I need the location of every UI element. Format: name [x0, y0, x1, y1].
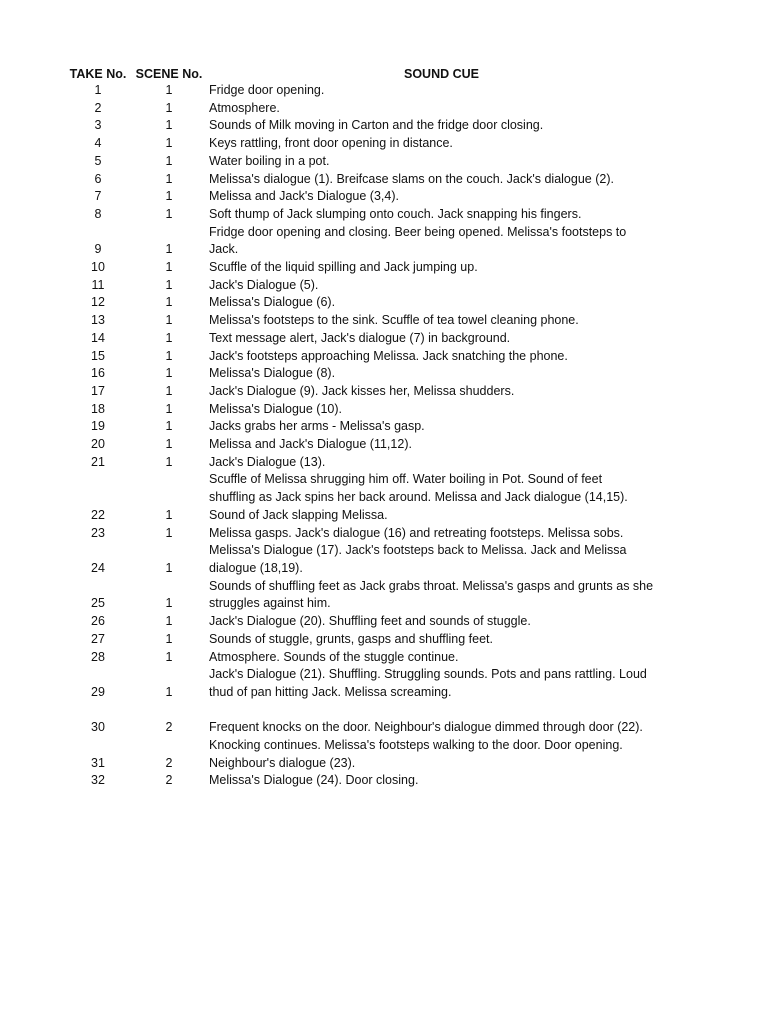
take-number — [62, 702, 134, 720]
sound-cue-table — [62, 66, 679, 790]
scene-number: 1 — [165, 277, 173, 292]
take-number: 7 — [94, 189, 102, 204]
table-row — [62, 525, 679, 543]
table-row — [62, 719, 679, 737]
table-row — [62, 206, 679, 224]
sound-cue-line: Jack's footsteps approaching Melissa. Jack snatching the phone. — [209, 348, 568, 363]
sound-cue-line: Melissa's Dialogue (24). Door closing. — [209, 773, 419, 788]
sound-cue-line: dialogue (18,19). — [209, 560, 303, 575]
take-number: 26 — [91, 614, 105, 629]
sound-cue-text — [204, 330, 679, 348]
sound-cue-text — [204, 312, 679, 330]
table-row — [62, 259, 679, 277]
scene-number: 1 — [165, 153, 173, 168]
sound-cue-line: Melissa's dialogue (1). Breifcase slams on the couch. Jack's dialogue (2). — [209, 171, 614, 186]
scene-number: 2 — [165, 755, 173, 770]
sound-cue-text — [204, 454, 679, 472]
take-number: 32 — [91, 773, 105, 788]
scene-number: 1 — [165, 507, 173, 522]
sound-cue-text — [204, 542, 679, 577]
take-column-header: TAKE No. — [69, 67, 127, 81]
table-row — [62, 330, 679, 348]
take-number: 15 — [91, 348, 105, 363]
sound-cue-line: Jacks grabs her arms - Melissa's gasp. — [209, 419, 425, 434]
sound-cue-text — [204, 206, 679, 224]
sound-cue-line: shuffling as Jack spins her back around. Melissa and Jack dialogue (14,15). — [209, 490, 628, 505]
sound-cue-text — [204, 613, 679, 631]
sound-cue-line: Jack's Dialogue (21). Shuffling. Struggling sounds. Pots and pans rattling. Loud — [209, 667, 647, 682]
take-number: 9 — [94, 242, 102, 257]
scene-number: 1 — [165, 614, 173, 629]
sound-cue-line: Water boiling in a pot. — [209, 153, 330, 168]
scene-number: 1 — [165, 330, 173, 345]
scene-number: 1 — [165, 684, 173, 699]
sound-cue-line: Sound of Jack slapping Melissa. — [209, 507, 388, 522]
sound-cue-text — [204, 719, 679, 737]
scene-number: 1 — [165, 189, 173, 204]
sound-cue-text — [204, 578, 679, 613]
take-number: 20 — [91, 437, 105, 452]
sound-cue-line: Atmosphere. Sounds of the stuggle continue. — [209, 649, 459, 664]
take-number: 17 — [91, 383, 105, 398]
sound-cue-line: Jack's Dialogue (9). Jack kisses her, Melissa shudders. — [209, 383, 515, 398]
take-number: 27 — [91, 631, 105, 646]
scene-number — [134, 702, 204, 720]
sound-cue-line: Neighbour's dialogue (23). — [209, 755, 356, 770]
sound-cue-line: Melissa's footsteps to the sink. Scuffle of tea towel cleaning phone. — [209, 313, 579, 328]
scene-number: 1 — [165, 419, 173, 434]
scene-number: 1 — [165, 295, 173, 310]
sound-cue-line: Fridge door opening. — [209, 83, 325, 97]
table-row — [62, 82, 679, 100]
sound-cue-line: Melissa gasps. Jack's dialogue (16) and retreating footsteps. Melissa sobs. — [209, 525, 624, 540]
take-number: 5 — [94, 153, 102, 168]
table-row — [62, 383, 679, 401]
sound-cue-text — [204, 100, 679, 118]
table-row — [62, 471, 679, 524]
take-number: 24 — [91, 560, 105, 575]
sound-cue-line: Melissa and Jack's Dialogue (3,4). — [209, 189, 399, 204]
table-row — [62, 348, 679, 366]
take-number: 4 — [94, 136, 102, 151]
scene-number: 1 — [165, 313, 173, 328]
sound-cue-text — [204, 365, 679, 383]
scene-number: 1 — [165, 454, 173, 469]
scene-number: 1 — [165, 136, 173, 151]
sound-cue-line: Text message alert, Jack's dialogue (7) in background. — [209, 330, 511, 345]
scene-number: 1 — [165, 596, 173, 611]
sound-cue-text — [204, 666, 679, 701]
sound-cue-line: Scuffle of the liquid spilling and Jack jumping up. — [209, 260, 478, 275]
scene-number: 1 — [165, 260, 173, 275]
scene-number: 1 — [165, 171, 173, 186]
table-row — [62, 436, 679, 454]
sound-cue-text — [204, 294, 679, 312]
scene-number: 1 — [165, 366, 173, 381]
take-number: 8 — [94, 206, 102, 221]
take-number: 30 — [91, 720, 105, 735]
scene-number: 1 — [165, 242, 173, 257]
sound-cue-line: struggles against him. — [209, 596, 331, 611]
take-number: 18 — [91, 401, 105, 416]
take-number: 19 — [91, 419, 105, 434]
table-row — [62, 294, 679, 312]
sound-cue-text — [204, 277, 679, 295]
sound-cue-text — [204, 737, 679, 772]
take-number: 11 — [91, 277, 105, 292]
table-row — [62, 418, 679, 436]
take-number: 16 — [91, 366, 105, 381]
sound-cue-line: Soft thump of Jack slumping onto couch. Jack snapping his fingers. — [209, 206, 582, 221]
scene-number: 1 — [165, 649, 173, 664]
sound-cue-text — [204, 383, 679, 401]
table-row — [62, 171, 679, 189]
table-row — [62, 135, 679, 153]
scene-number: 2 — [165, 773, 173, 788]
sound-cue-line: Atmosphere. — [209, 100, 280, 115]
sound-cue-text — [204, 259, 679, 277]
sound-cue-text — [204, 702, 679, 720]
sound-cue-text — [204, 525, 679, 543]
take-number: 6 — [94, 171, 102, 186]
sound-cue-line: Melissa's Dialogue (10). — [209, 401, 342, 416]
sound-cue-line: Jack's Dialogue (5). — [209, 277, 319, 292]
sound-cue-text — [204, 631, 679, 649]
sound-cue-line: Knocking continues. Melissa's footsteps walking to the door. Door opening. — [209, 738, 623, 752]
table-row — [62, 666, 679, 701]
sound-cue-line: Sounds of Milk moving in Carton and the fridge door closing. — [209, 118, 544, 133]
scene-number: 1 — [165, 401, 173, 416]
scene-number: 2 — [165, 720, 173, 735]
sound-cue-text — [204, 188, 679, 206]
table-row — [62, 277, 679, 295]
sound-cue-line: Fridge door opening and closing. Beer being opened. Melissa's footsteps to — [209, 224, 627, 239]
sound-cue-text — [204, 117, 679, 135]
table-row — [62, 401, 679, 419]
scene-number: 1 — [165, 437, 173, 452]
sound-cue-line: Melissa and Jack's Dialogue (11,12). — [209, 437, 412, 452]
sound-cue-text — [204, 153, 679, 171]
take-number: 10 — [91, 260, 105, 275]
table-row — [62, 772, 679, 790]
sound-cue-text — [204, 436, 679, 454]
sound-cue-text — [204, 649, 679, 667]
take-number: 14 — [91, 330, 105, 345]
table-row — [62, 737, 679, 772]
table-row — [62, 365, 679, 383]
table-row — [62, 224, 679, 259]
take-number: 29 — [91, 684, 105, 699]
table-row — [62, 649, 679, 667]
table-row — [62, 188, 679, 206]
table-row — [62, 153, 679, 171]
sound-cue-line: Sounds of shuffling feet as Jack grabs throat. Melissa's gasps and grunts as she — [209, 578, 654, 593]
take-number: 22 — [91, 507, 105, 522]
sound-cue-line: Melissa's Dialogue (17). Jack's footsteps back to Melissa. Jack and Melissa — [209, 543, 627, 558]
scene-number: 1 — [165, 383, 173, 398]
table-row — [62, 100, 679, 118]
sound-cue-text — [204, 82, 679, 100]
table-row — [62, 117, 679, 135]
sound-cue-line: Melissa's Dialogue (8). — [209, 366, 336, 381]
take-number: 25 — [91, 596, 105, 611]
sound-cue-text — [204, 471, 679, 524]
take-number: 31 — [91, 755, 105, 770]
scene-number: 1 — [165, 348, 173, 363]
take-number: 3 — [94, 118, 102, 133]
take-number: 28 — [91, 649, 105, 664]
spacer-row — [62, 702, 679, 720]
scene-column-header: SCENE No. — [135, 67, 203, 81]
table-row — [62, 312, 679, 330]
sound-cue-line: Jack. — [209, 242, 239, 257]
sound-cue-line: Jack's Dialogue (20). Shuffling feet and sounds of stuggle. — [209, 614, 531, 629]
table-row — [62, 631, 679, 649]
scene-number: 1 — [165, 83, 173, 97]
sound-cue-text — [204, 224, 679, 259]
scene-number: 1 — [165, 525, 173, 540]
sound-cue-column-header: SOUND CUE — [403, 67, 479, 81]
table-row — [62, 454, 679, 472]
sound-cue-text — [204, 418, 679, 436]
sound-cue-line: Sounds of stuggle, grunts, gasps and shuffling feet. — [209, 631, 493, 646]
scene-number: 1 — [165, 118, 173, 133]
sound-cue-text — [204, 348, 679, 366]
cue-rows — [62, 82, 679, 790]
sound-cue-line: Melissa's Dialogue (6). — [209, 295, 336, 310]
header-row — [62, 66, 679, 82]
take-number: 21 — [91, 454, 105, 469]
table-row — [62, 578, 679, 613]
take-number: 1 — [94, 83, 102, 97]
sound-cue-line: Keys rattling, front door opening in distance. — [209, 136, 453, 151]
sound-cue-line: Scuffle of Melissa shrugging him off. Water boiling in Pot. Sound of feet — [209, 472, 603, 487]
sound-cue-text — [204, 171, 679, 189]
sound-cue-line: thud of pan hitting Jack. Melissa screaming. — [209, 684, 452, 699]
sound-cue-line: Jack's Dialogue (13). — [209, 454, 326, 469]
scene-number: 1 — [165, 206, 173, 221]
table-row — [62, 542, 679, 577]
scene-number: 1 — [165, 560, 173, 575]
scene-number: 1 — [165, 100, 173, 115]
sound-cue-line: Frequent knocks on the door. Neighbour's dialogue dimmed through door (22). — [209, 720, 643, 735]
sound-cue-text — [204, 772, 679, 790]
take-number: 23 — [91, 525, 105, 540]
sound-cue-text — [204, 401, 679, 419]
table-row — [62, 613, 679, 631]
sound-cue-text — [204, 135, 679, 153]
scene-number: 1 — [165, 631, 173, 646]
take-number: 2 — [94, 100, 102, 115]
take-number: 13 — [91, 313, 105, 328]
take-number: 12 — [91, 295, 105, 310]
